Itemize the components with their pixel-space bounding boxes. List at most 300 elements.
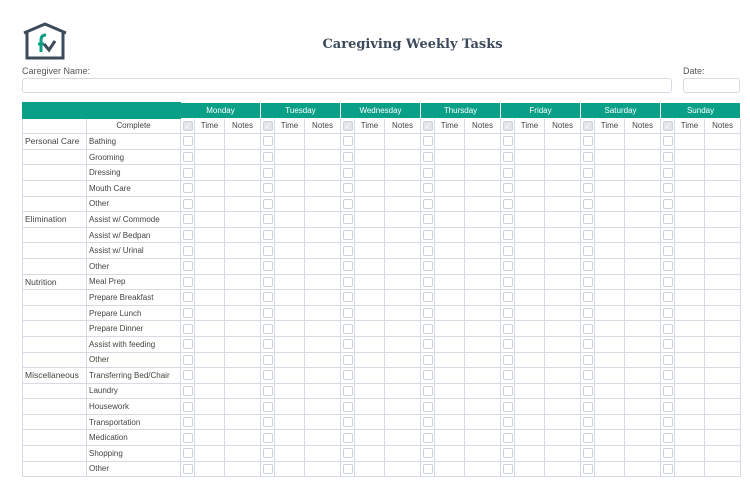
notes-cell[interactable]: [465, 336, 501, 352]
complete-checkbox[interactable]: [503, 261, 513, 271]
complete-checkbox[interactable]: [343, 402, 353, 412]
notes-cell[interactable]: [545, 368, 581, 384]
complete-checkbox[interactable]: [343, 386, 353, 396]
notes-cell[interactable]: [545, 196, 581, 212]
complete-checkbox[interactable]: [503, 292, 513, 302]
complete-checkbox[interactable]: [583, 355, 593, 365]
time-cell[interactable]: [595, 212, 625, 228]
time-cell[interactable]: [675, 383, 705, 399]
time-cell[interactable]: [355, 446, 385, 462]
checkmark-icon[interactable]: ✓: [344, 121, 351, 131]
time-cell[interactable]: [675, 368, 705, 384]
notes-cell[interactable]: [225, 305, 261, 321]
complete-checkbox[interactable]: [503, 448, 513, 458]
notes-cell[interactable]: [465, 430, 501, 446]
time-cell[interactable]: [435, 134, 465, 150]
time-cell[interactable]: [355, 383, 385, 399]
time-cell[interactable]: [355, 149, 385, 165]
notes-cell[interactable]: [705, 383, 741, 399]
complete-checkbox[interactable]: [263, 308, 273, 318]
time-cell[interactable]: [515, 383, 545, 399]
notes-cell[interactable]: [465, 414, 501, 430]
complete-checkbox[interactable]: [663, 277, 673, 287]
notes-cell[interactable]: [705, 336, 741, 352]
time-cell[interactable]: [595, 368, 625, 384]
complete-checkbox[interactable]: [183, 230, 193, 240]
notes-cell[interactable]: [225, 461, 261, 477]
notes-cell[interactable]: [705, 196, 741, 212]
complete-checkbox[interactable]: [583, 339, 593, 349]
time-cell[interactable]: [435, 180, 465, 196]
time-cell[interactable]: [275, 336, 305, 352]
notes-cell[interactable]: [385, 383, 421, 399]
complete-checkbox[interactable]: [583, 417, 593, 427]
complete-checkbox[interactable]: [583, 433, 593, 443]
complete-checkbox[interactable]: [183, 199, 193, 209]
complete-checkbox[interactable]: [183, 370, 193, 380]
complete-checkbox[interactable]: [343, 370, 353, 380]
complete-checkbox[interactable]: [583, 292, 593, 302]
time-cell[interactable]: [435, 149, 465, 165]
complete-checkbox[interactable]: [503, 308, 513, 318]
time-cell[interactable]: [195, 368, 225, 384]
notes-cell[interactable]: [305, 165, 341, 181]
notes-cell[interactable]: [705, 430, 741, 446]
time-cell[interactable]: [435, 305, 465, 321]
complete-checkbox[interactable]: [183, 324, 193, 334]
complete-checkbox[interactable]: [183, 448, 193, 458]
complete-checkbox[interactable]: [583, 402, 593, 412]
complete-checkbox[interactable]: [343, 339, 353, 349]
time-cell[interactable]: [675, 134, 705, 150]
time-cell[interactable]: [675, 461, 705, 477]
complete-all-checkbox[interactable]: [581, 118, 595, 134]
notes-cell[interactable]: [305, 352, 341, 368]
notes-cell[interactable]: [545, 352, 581, 368]
complete-checkbox[interactable]: [343, 464, 353, 474]
complete-checkbox[interactable]: [583, 214, 593, 224]
complete-checkbox[interactable]: [343, 292, 353, 302]
time-cell[interactable]: [275, 290, 305, 306]
notes-cell[interactable]: [385, 196, 421, 212]
notes-cell[interactable]: [305, 383, 341, 399]
complete-checkbox[interactable]: [343, 168, 353, 178]
complete-checkbox[interactable]: [263, 152, 273, 162]
notes-cell[interactable]: [465, 290, 501, 306]
time-cell[interactable]: [435, 274, 465, 290]
time-cell[interactable]: [195, 321, 225, 337]
time-cell[interactable]: [595, 399, 625, 415]
complete-checkbox[interactable]: [183, 292, 193, 302]
time-cell[interactable]: [195, 399, 225, 415]
complete-checkbox[interactable]: [503, 277, 513, 287]
notes-cell[interactable]: [545, 446, 581, 462]
notes-cell[interactable]: [625, 243, 661, 259]
complete-checkbox[interactable]: [583, 136, 593, 146]
complete-checkbox[interactable]: [183, 308, 193, 318]
time-cell[interactable]: [355, 165, 385, 181]
notes-cell[interactable]: [385, 321, 421, 337]
time-cell[interactable]: [275, 368, 305, 384]
time-cell[interactable]: [275, 399, 305, 415]
complete-checkbox[interactable]: [503, 152, 513, 162]
notes-cell[interactable]: [625, 227, 661, 243]
time-cell[interactable]: [515, 446, 545, 462]
notes-cell[interactable]: [625, 149, 661, 165]
complete-checkbox[interactable]: [423, 339, 433, 349]
complete-all-checkbox[interactable]: [341, 118, 355, 134]
notes-cell[interactable]: [225, 180, 261, 196]
complete-checkbox[interactable]: [663, 402, 673, 412]
time-cell[interactable]: [675, 274, 705, 290]
time-cell[interactable]: [275, 305, 305, 321]
notes-cell[interactable]: [545, 399, 581, 415]
complete-checkbox[interactable]: [663, 448, 673, 458]
notes-cell[interactable]: [545, 430, 581, 446]
complete-checkbox[interactable]: [263, 199, 273, 209]
notes-cell[interactable]: [705, 274, 741, 290]
time-cell[interactable]: [595, 134, 625, 150]
complete-checkbox[interactable]: [183, 464, 193, 474]
complete-checkbox[interactable]: [423, 464, 433, 474]
time-cell[interactable]: [275, 212, 305, 228]
time-cell[interactable]: [435, 430, 465, 446]
time-cell[interactable]: [195, 446, 225, 462]
time-cell[interactable]: [275, 196, 305, 212]
notes-cell[interactable]: [225, 243, 261, 259]
notes-cell[interactable]: [385, 180, 421, 196]
time-cell[interactable]: [595, 383, 625, 399]
time-cell[interactable]: [275, 430, 305, 446]
time-cell[interactable]: [515, 196, 545, 212]
complete-checkbox[interactable]: [583, 230, 593, 240]
time-cell[interactable]: [275, 446, 305, 462]
notes-cell[interactable]: [305, 368, 341, 384]
notes-cell[interactable]: [705, 368, 741, 384]
time-cell[interactable]: [675, 290, 705, 306]
complete-checkbox[interactable]: [663, 370, 673, 380]
notes-cell[interactable]: [225, 446, 261, 462]
complete-checkbox[interactable]: [583, 261, 593, 271]
time-cell[interactable]: [435, 399, 465, 415]
time-cell[interactable]: [595, 336, 625, 352]
notes-cell[interactable]: [625, 399, 661, 415]
notes-cell[interactable]: [465, 383, 501, 399]
time-cell[interactable]: [355, 414, 385, 430]
complete-checkbox[interactable]: [423, 230, 433, 240]
time-cell[interactable]: [195, 134, 225, 150]
complete-checkbox[interactable]: [423, 136, 433, 146]
time-cell[interactable]: [435, 212, 465, 228]
notes-cell[interactable]: [705, 305, 741, 321]
complete-checkbox[interactable]: [343, 183, 353, 193]
complete-checkbox[interactable]: [663, 355, 673, 365]
notes-cell[interactable]: [385, 165, 421, 181]
notes-cell[interactable]: [305, 227, 341, 243]
time-cell[interactable]: [355, 321, 385, 337]
notes-cell[interactable]: [705, 446, 741, 462]
complete-checkbox[interactable]: [583, 324, 593, 334]
notes-cell[interactable]: [465, 368, 501, 384]
complete-checkbox[interactable]: [343, 417, 353, 427]
complete-checkbox[interactable]: [503, 339, 513, 349]
time-cell[interactable]: [435, 368, 465, 384]
time-cell[interactable]: [355, 336, 385, 352]
notes-cell[interactable]: [465, 212, 501, 228]
complete-checkbox[interactable]: [663, 168, 673, 178]
checkmark-icon[interactable]: ✓: [184, 121, 191, 131]
complete-checkbox[interactable]: [263, 324, 273, 334]
time-cell[interactable]: [275, 258, 305, 274]
complete-checkbox[interactable]: [423, 183, 433, 193]
complete-checkbox[interactable]: [183, 246, 193, 256]
notes-cell[interactable]: [385, 274, 421, 290]
complete-checkbox[interactable]: [503, 136, 513, 146]
notes-cell[interactable]: [465, 305, 501, 321]
time-cell[interactable]: [675, 165, 705, 181]
complete-checkbox[interactable]: [503, 246, 513, 256]
complete-checkbox[interactable]: [423, 433, 433, 443]
notes-cell[interactable]: [385, 134, 421, 150]
time-cell[interactable]: [195, 352, 225, 368]
time-cell[interactable]: [515, 461, 545, 477]
notes-cell[interactable]: [305, 414, 341, 430]
notes-cell[interactable]: [305, 243, 341, 259]
complete-checkbox[interactable]: [183, 152, 193, 162]
notes-cell[interactable]: [385, 430, 421, 446]
complete-checkbox[interactable]: [423, 386, 433, 396]
notes-cell[interactable]: [545, 274, 581, 290]
notes-cell[interactable]: [305, 274, 341, 290]
time-cell[interactable]: [595, 274, 625, 290]
notes-cell[interactable]: [465, 352, 501, 368]
notes-cell[interactable]: [705, 180, 741, 196]
time-cell[interactable]: [355, 352, 385, 368]
time-cell[interactable]: [675, 414, 705, 430]
time-cell[interactable]: [435, 336, 465, 352]
time-cell[interactable]: [435, 352, 465, 368]
notes-cell[interactable]: [225, 134, 261, 150]
complete-checkbox[interactable]: [343, 308, 353, 318]
complete-checkbox[interactable]: [663, 199, 673, 209]
time-cell[interactable]: [595, 227, 625, 243]
notes-cell[interactable]: [545, 414, 581, 430]
complete-checkbox[interactable]: [343, 199, 353, 209]
time-cell[interactable]: [595, 430, 625, 446]
notes-cell[interactable]: [545, 227, 581, 243]
complete-checkbox[interactable]: [423, 246, 433, 256]
complete-checkbox[interactable]: [583, 168, 593, 178]
time-cell[interactable]: [435, 290, 465, 306]
notes-cell[interactable]: [545, 149, 581, 165]
notes-cell[interactable]: [305, 305, 341, 321]
notes-cell[interactable]: [625, 212, 661, 228]
time-cell[interactable]: [675, 212, 705, 228]
complete-checkbox[interactable]: [663, 324, 673, 334]
complete-checkbox[interactable]: [423, 308, 433, 318]
time-cell[interactable]: [435, 321, 465, 337]
notes-cell[interactable]: [545, 383, 581, 399]
notes-cell[interactable]: [705, 243, 741, 259]
complete-checkbox[interactable]: [263, 433, 273, 443]
complete-checkbox[interactable]: [583, 370, 593, 380]
notes-cell[interactable]: [225, 274, 261, 290]
complete-checkbox[interactable]: [503, 230, 513, 240]
time-cell[interactable]: [515, 134, 545, 150]
notes-cell[interactable]: [225, 258, 261, 274]
time-cell[interactable]: [515, 149, 545, 165]
notes-cell[interactable]: [225, 165, 261, 181]
complete-checkbox[interactable]: [183, 355, 193, 365]
notes-cell[interactable]: [385, 243, 421, 259]
time-cell[interactable]: [595, 149, 625, 165]
notes-cell[interactable]: [305, 196, 341, 212]
checkmark-icon[interactable]: ✓: [504, 121, 511, 131]
complete-checkbox[interactable]: [263, 386, 273, 396]
complete-checkbox[interactable]: [263, 339, 273, 349]
notes-cell[interactable]: [305, 212, 341, 228]
complete-checkbox[interactable]: [583, 246, 593, 256]
complete-checkbox[interactable]: [423, 152, 433, 162]
complete-checkbox[interactable]: [663, 230, 673, 240]
complete-checkbox[interactable]: [503, 370, 513, 380]
time-cell[interactable]: [435, 196, 465, 212]
time-cell[interactable]: [355, 399, 385, 415]
time-cell[interactable]: [515, 305, 545, 321]
time-cell[interactable]: [355, 227, 385, 243]
time-cell[interactable]: [275, 274, 305, 290]
complete-checkbox[interactable]: [263, 214, 273, 224]
complete-checkbox[interactable]: [663, 464, 673, 474]
notes-cell[interactable]: [305, 321, 341, 337]
time-cell[interactable]: [515, 368, 545, 384]
time-cell[interactable]: [195, 165, 225, 181]
time-cell[interactable]: [195, 290, 225, 306]
notes-cell[interactable]: [625, 321, 661, 337]
complete-checkbox[interactable]: [263, 168, 273, 178]
complete-checkbox[interactable]: [503, 355, 513, 365]
time-cell[interactable]: [675, 196, 705, 212]
complete-checkbox[interactable]: [663, 246, 673, 256]
complete-checkbox[interactable]: [663, 152, 673, 162]
notes-cell[interactable]: [625, 196, 661, 212]
notes-cell[interactable]: [225, 383, 261, 399]
notes-cell[interactable]: [465, 321, 501, 337]
complete-checkbox[interactable]: [263, 292, 273, 302]
notes-cell[interactable]: [705, 258, 741, 274]
notes-cell[interactable]: [225, 149, 261, 165]
notes-cell[interactable]: [625, 274, 661, 290]
notes-cell[interactable]: [625, 258, 661, 274]
complete-checkbox[interactable]: [263, 370, 273, 380]
notes-cell[interactable]: [385, 336, 421, 352]
time-cell[interactable]: [515, 227, 545, 243]
time-cell[interactable]: [515, 165, 545, 181]
complete-checkbox[interactable]: [183, 433, 193, 443]
complete-checkbox[interactable]: [663, 292, 673, 302]
complete-checkbox[interactable]: [663, 386, 673, 396]
time-cell[interactable]: [515, 430, 545, 446]
time-cell[interactable]: [435, 461, 465, 477]
complete-checkbox[interactable]: [343, 448, 353, 458]
complete-checkbox[interactable]: [423, 214, 433, 224]
notes-cell[interactable]: [625, 180, 661, 196]
notes-cell[interactable]: [625, 368, 661, 384]
complete-checkbox[interactable]: [423, 324, 433, 334]
complete-checkbox[interactable]: [503, 386, 513, 396]
notes-cell[interactable]: [225, 352, 261, 368]
notes-cell[interactable]: [385, 290, 421, 306]
checkmark-icon[interactable]: ✓: [664, 121, 671, 131]
time-cell[interactable]: [195, 336, 225, 352]
time-cell[interactable]: [355, 258, 385, 274]
time-cell[interactable]: [515, 180, 545, 196]
notes-cell[interactable]: [705, 352, 741, 368]
notes-cell[interactable]: [225, 430, 261, 446]
notes-cell[interactable]: [305, 290, 341, 306]
complete-checkbox[interactable]: [263, 136, 273, 146]
checkmark-icon[interactable]: ✓: [424, 121, 431, 131]
notes-cell[interactable]: [305, 430, 341, 446]
notes-cell[interactable]: [305, 180, 341, 196]
time-cell[interactable]: [675, 243, 705, 259]
time-cell[interactable]: [435, 414, 465, 430]
complete-checkbox[interactable]: [663, 433, 673, 443]
complete-all-checkbox[interactable]: [261, 118, 275, 134]
complete-checkbox[interactable]: [183, 339, 193, 349]
complete-checkbox[interactable]: [423, 370, 433, 380]
time-cell[interactable]: [515, 258, 545, 274]
complete-checkbox[interactable]: [423, 277, 433, 287]
complete-checkbox[interactable]: [423, 261, 433, 271]
complete-checkbox[interactable]: [263, 448, 273, 458]
time-cell[interactable]: [195, 414, 225, 430]
complete-all-checkbox[interactable]: [661, 118, 675, 134]
notes-cell[interactable]: [705, 290, 741, 306]
notes-cell[interactable]: [385, 227, 421, 243]
time-cell[interactable]: [515, 336, 545, 352]
complete-checkbox[interactable]: [583, 386, 593, 396]
notes-cell[interactable]: [465, 149, 501, 165]
time-cell[interactable]: [275, 461, 305, 477]
notes-cell[interactable]: [385, 149, 421, 165]
notes-cell[interactable]: [465, 399, 501, 415]
time-cell[interactable]: [355, 212, 385, 228]
complete-checkbox[interactable]: [183, 386, 193, 396]
notes-cell[interactable]: [225, 227, 261, 243]
complete-checkbox[interactable]: [423, 417, 433, 427]
complete-checkbox[interactable]: [583, 464, 593, 474]
notes-cell[interactable]: [305, 336, 341, 352]
notes-cell[interactable]: [625, 430, 661, 446]
time-cell[interactable]: [275, 414, 305, 430]
complete-checkbox[interactable]: [263, 261, 273, 271]
time-cell[interactable]: [515, 414, 545, 430]
complete-checkbox[interactable]: [583, 448, 593, 458]
notes-cell[interactable]: [225, 321, 261, 337]
notes-cell[interactable]: [545, 336, 581, 352]
notes-cell[interactable]: [545, 461, 581, 477]
complete-checkbox[interactable]: [423, 292, 433, 302]
notes-cell[interactable]: [305, 399, 341, 415]
notes-cell[interactable]: [225, 196, 261, 212]
time-cell[interactable]: [195, 227, 225, 243]
complete-checkbox[interactable]: [343, 433, 353, 443]
notes-cell[interactable]: [625, 461, 661, 477]
time-cell[interactable]: [595, 258, 625, 274]
complete-checkbox[interactable]: [423, 168, 433, 178]
time-cell[interactable]: [435, 446, 465, 462]
